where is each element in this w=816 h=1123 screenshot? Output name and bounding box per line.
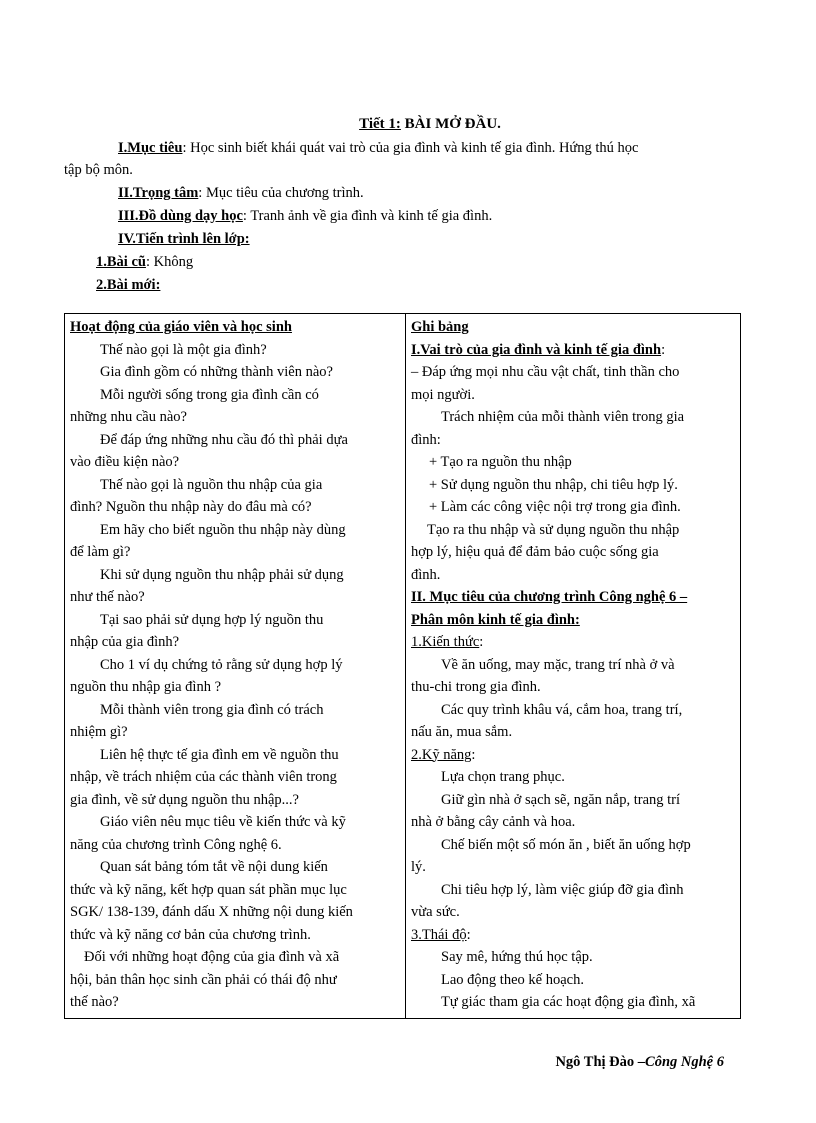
ky-nang-item: Giữ gìn nhà ở sạch sẽ, ngăn nắp, trang trí [441, 791, 681, 808]
left-paragraph-line: thế nào? [70, 994, 119, 1010]
sec1-line: mọi người. [411, 386, 475, 403]
sec2-heading: Phân môn kinh tế gia đình: [411, 611, 580, 628]
left-paragraph-line: Khi sử dụng nguồn thu nhập phải sử dụng [100, 566, 344, 583]
objective-line [118, 140, 639, 157]
left-paragraph-line: Đối với những hoạt động của gia đình và xã [84, 949, 340, 965]
left-paragraph-line: năng của chương trình Công nghệ 6. [70, 836, 282, 853]
board-notes-column [406, 314, 741, 1019]
left-paragraph-line: hội, bản thân học sinh cần phải có thái độ như [70, 971, 337, 988]
left-paragraph-line: như thế nào? [70, 589, 145, 605]
tien-trinh-label: IV.Tiến trình lên lớp: [118, 231, 250, 247]
ky-nang-item: vừa sức. [411, 904, 460, 920]
thai-do-item: Tự giác tham gia các hoạt động gia đình, xã [441, 994, 696, 1010]
sec2-heading: II. Mục tiêu của chương trình Công nghệ 6 – [411, 589, 688, 605]
objective-line-cont [64, 162, 133, 179]
bai-moi-line [96, 277, 160, 294]
sec1-heading: I.Vai trò của gia đình và kinh tế gia đình [411, 341, 662, 358]
ky-nang-item: nhà ở bằng cây cảnh và hoa. [411, 814, 576, 830]
thai-do-item: Lao động theo kế hoạch. [441, 971, 584, 988]
left-paragraph-line: những nhu cầu nào? [70, 409, 187, 425]
do-dung-text: : Tranh ảnh về gia đình và kinh tế gia đình. [242, 208, 493, 224]
sec1-resp: đình: [411, 431, 441, 448]
footer-subject: Công Nghệ 6 [645, 1054, 724, 1070]
ky-nang-colon: : [471, 746, 476, 763]
lesson-table [64, 313, 741, 1019]
bai-moi-label: 2.Bài mới: [96, 277, 161, 293]
left-paragraph-line: thức và kỹ năng cơ bản của chương trình. [70, 926, 311, 943]
title-text: BÀI MỞ ĐẦU. [400, 116, 501, 132]
left-paragraph-line: vào điều kiện nào? [70, 454, 180, 470]
kien-thuc-label: 1.Kiến thức [411, 634, 480, 650]
bai-cu-text: : Không [145, 254, 194, 270]
sec1-summary: Tạo ra thu nhập và sử dụng nguồn thu nhập [427, 521, 680, 538]
left-paragraph-line: thức và kỹ năng, kết hợp quan sát phần mục lục [70, 881, 347, 898]
trong-tam-line [118, 185, 364, 202]
page-footer [555, 1054, 724, 1071]
ky-nang-line [411, 744, 735, 767]
left-paragraph-line: Liên hệ thực tế gia đình em về nguồn thu [100, 746, 339, 763]
kien-thuc-item: Các quy trình khâu vá, cắm hoa, trang trí, [441, 701, 683, 718]
left-paragraph-line: đình? Nguồn thu nhập này do đâu mà có? [70, 499, 312, 515]
ky-nang-item: Lựa chọn trang phục. [441, 769, 565, 785]
left-paragraphs [70, 339, 400, 1014]
sec1-bullet: + Làm các công việc nội trợ trong gia đình. [429, 499, 681, 515]
do-dung-line [118, 208, 492, 225]
left-header: Hoạt động của giáo viên và học sinh [70, 319, 292, 335]
left-paragraph-line: Tại sao phải sử dụng hợp lý nguồn thu [100, 611, 324, 628]
footer-author: Ngô Thị Đào – [555, 1054, 646, 1070]
sec1-bullet: + Tạo ra nguồn thu nhập [429, 454, 572, 470]
left-paragraph-line: Em hãy cho biết nguồn thu nhập này dùng [100, 521, 346, 538]
left-paragraph-line: nhiệm gì? [70, 724, 128, 740]
trong-tam-label: II.Trọng tâm [118, 185, 199, 201]
left-paragraph-line: Giáo viên nêu mục tiêu về kiến thức và kỹ [100, 814, 346, 830]
thai-do-label: 3.Thái độ [411, 926, 467, 943]
thai-do-colon: : [466, 926, 471, 943]
left-paragraph-line: Gia đình gồm có những thành viên nào? [100, 364, 333, 380]
teacher-activities-column [65, 314, 406, 1019]
muc-tieu-label: I.Mục tiêu [118, 140, 183, 156]
left-paragraph-line: Thế nào gọi là một gia đình? [100, 341, 267, 358]
left-paragraph-line: nhập, về trách nhiệm của các thành viên trong [70, 769, 337, 785]
left-paragraph-line: SGK/ 138-139, đánh dấu X những nội dung kiến [70, 904, 353, 920]
thai-do-line [411, 924, 735, 947]
bai-cu-label: 1.Bài cũ [96, 254, 146, 270]
kien-thuc-item: Về ăn uống, may mặc, trang trí nhà ở và [441, 656, 675, 673]
trong-tam-text: : Mục tiêu của chương trình. [198, 185, 364, 201]
bai-cu-line [96, 254, 193, 271]
sec1-summary: đình. [411, 566, 441, 583]
page-title [0, 116, 816, 133]
left-paragraph-line: để làm gì? [70, 544, 131, 560]
sec1-heading-line [411, 339, 735, 362]
left-paragraph-line: Mỗi người sống trong gia đình cần có [100, 386, 319, 403]
muc-tieu-text: : Học sinh biết khái quát vai trò của gia đình và kinh tế gia đình. Hứng thú học [182, 140, 639, 156]
sec1-bullet: + Sử dụng nguồn thu nhập, chi tiêu hợp lý. [429, 476, 678, 493]
left-paragraph-line: Quan sát bảng tóm tắt về nội dung kiến [100, 859, 328, 875]
muc-tieu-text-2: tập bộ môn. [64, 162, 133, 178]
right-header: Ghi bảng [411, 319, 469, 335]
title-label: Tiết 1: [359, 116, 401, 132]
left-paragraph-line: nguồn thu nhập gia đình ? [70, 679, 222, 695]
left-paragraph-line: Để đáp ứng những nhu cầu đó thì phải dựa [100, 431, 348, 448]
left-paragraph-line: Mỗi thành viên trong gia đình có trách [100, 701, 324, 718]
kien-thuc-colon: : [479, 634, 484, 650]
left-paragraph-line: nhập của gia đình? [70, 634, 180, 650]
kien-thuc-item: thu-chi trong gia đình. [411, 679, 541, 695]
ky-nang-item: lý. [411, 859, 426, 875]
ky-nang-label: 2.Kỹ năng [411, 746, 472, 763]
ky-nang-item: Chi tiêu hợp lý, làm việc giúp đỡ gia đình [441, 881, 684, 898]
kien-thuc-line [411, 631, 735, 654]
sec1-summary: hợp lý, hiệu quả để đảm bảo cuộc sống gia [411, 544, 659, 560]
thai-do-item: Say mê, hứng thú học tập. [441, 949, 593, 965]
kien-thuc-item: nấu ăn, mua sắm. [411, 724, 513, 740]
sec1-resp: Trách nhiệm của mỗi thành viên trong gia [441, 409, 685, 425]
do-dung-label: III.Đồ dùng dạy học [118, 208, 243, 224]
sec1-line: – Đáp ứng mọi nhu cầu vật chất, tinh thần cho [411, 364, 680, 380]
left-paragraph-line: Cho 1 ví dụ chứng tỏ rằng sử dụng hợp lý [100, 656, 343, 673]
left-paragraph-line: Thế nào gọi là nguồn thu nhập của gia [100, 476, 323, 493]
ky-nang-item: Chế biến một số món ăn , biết ăn uống hợp [441, 836, 691, 853]
sec1-colon: : [661, 341, 666, 358]
tien-trinh-line [118, 231, 250, 248]
left-paragraph-line: gia đình, về sử dụng nguồn thu nhập...? [70, 791, 299, 808]
